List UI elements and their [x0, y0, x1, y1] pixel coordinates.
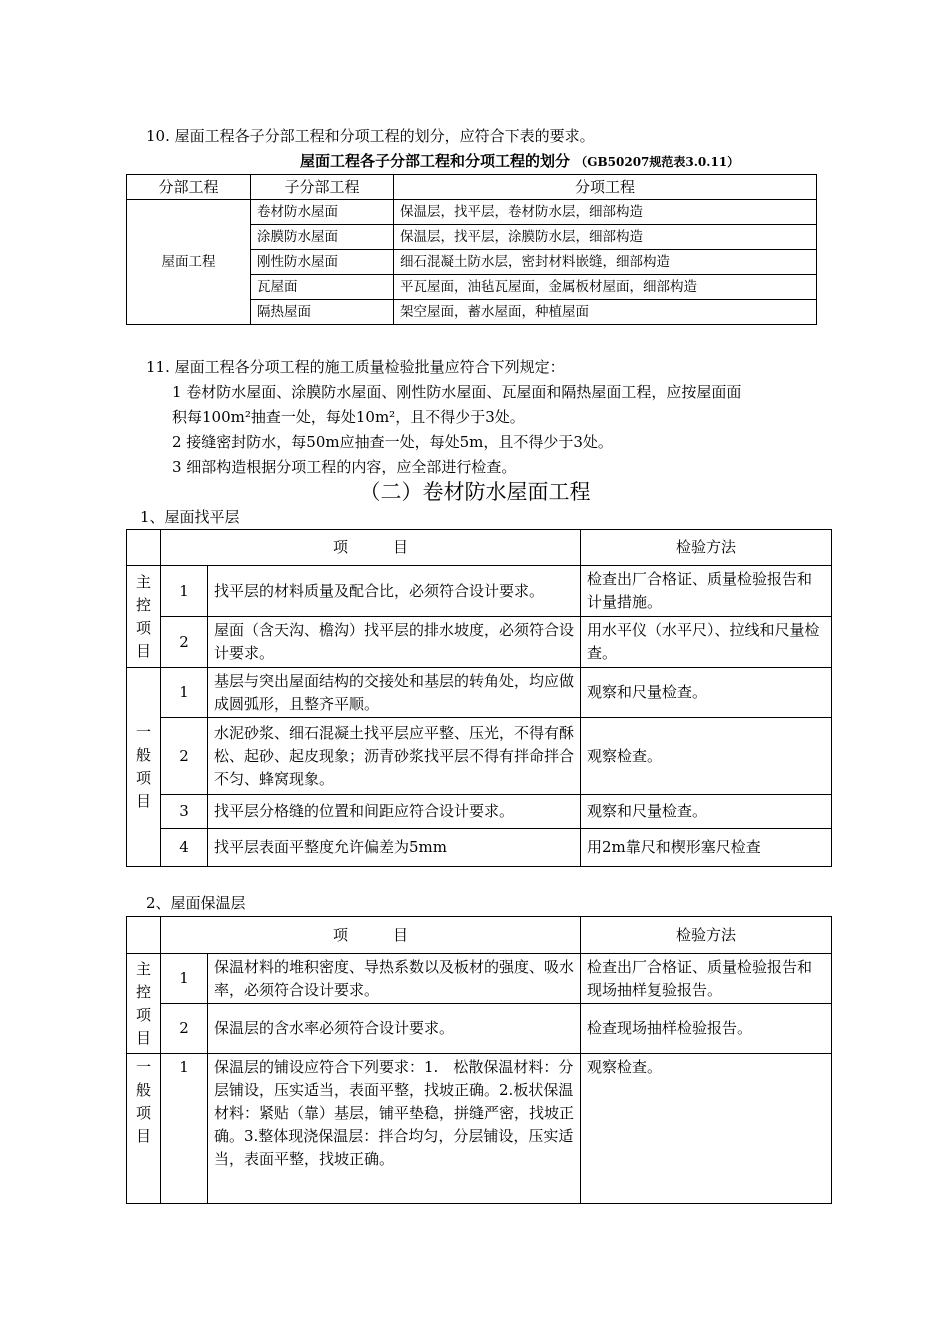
method-cell: 用水平仪（水平尺）、拉线和尺量检查。 [581, 617, 832, 668]
header-division: 分部工程 [127, 175, 251, 200]
items-cell: 保温层，找平层，卷材防水层，细部构造 [394, 200, 817, 225]
division-table [126, 174, 817, 325]
main-control-label: 主 控 项 目 [127, 954, 161, 1054]
item-cell: 保温材料的堆积密度、导热系数以及板材的强度、吸水率，必须符合设计要求。 [208, 954, 581, 1004]
item11-line2: 2 接缝密封防水，每50m应抽查一处，每处5m，且不得少于3处。 [172, 433, 613, 451]
row-number: 3 [161, 795, 208, 829]
item11-title: 11. 屋面工程各分项工程的施工质量检验批量应符合下列规定： [146, 358, 565, 376]
table-row [127, 795, 832, 829]
item10-text: 10. 屋面工程各子分部工程和分项工程的划分，应符合下表的要求。 [146, 127, 595, 145]
item-cell: 找平层的材料质量及配合比，必须符合设计要求。 [208, 566, 581, 617]
item-cell: 水泥砂浆、细石混凝土找平层应平整、压光，不得有酥松、起砂、起皮现象；沥青砂浆找平层不得有拌命拌合不匀、蜂窝现象。 [208, 718, 581, 795]
item-cell: 基层与突出屋面结构的交接处和基层的转角处，均应做成圆弧形，且整齐平顺。 [208, 668, 581, 718]
section-title: （二）卷材防水屋面工程 [359, 480, 591, 504]
header-method: 检验方法 [581, 530, 832, 566]
row-number: 1 [161, 566, 208, 617]
subdivision-cell: 瓦屋面 [251, 275, 394, 300]
row-number: 2 [161, 718, 208, 795]
method-cell: 观察检查。 [581, 718, 832, 795]
header-blank [127, 530, 161, 566]
header-item: 项 目 [161, 530, 581, 566]
table-header-row [127, 175, 817, 200]
item-cell: 屋面（含天沟、檐沟）找平层的排水坡度，必须符合设计要求。 [208, 617, 581, 668]
header-method: 检验方法 [581, 917, 832, 954]
item11-line1b: 积每100m²抽查一处，每处10m²，且不得少于3处。 [172, 408, 525, 426]
method-cell: 检查出厂合格证、质量检验报告和现场抽样复验报告。 [581, 954, 832, 1004]
table-row [127, 829, 832, 867]
subdivision-cell: 卷材防水屋面 [251, 200, 394, 225]
subdivision-cell: 涂膜防水屋面 [251, 225, 394, 250]
method-cell: 观察检查。 [581, 1054, 832, 1204]
items-cell: 平瓦屋面，油毡瓦屋面，金属板材屋面，细部构造 [394, 275, 817, 300]
row-number: 2 [161, 617, 208, 668]
table-header-row [127, 530, 832, 566]
table-row [127, 200, 817, 225]
row-number: 1 [161, 954, 208, 1004]
table-row [127, 954, 832, 1004]
table-row [127, 617, 832, 668]
general-label: 一 般 项 目 [127, 668, 161, 867]
table-row [127, 1004, 832, 1054]
row-number: 1 [161, 668, 208, 718]
division-cell: 屋面工程 [127, 200, 251, 325]
subdivision-cell: 刚性防水屋面 [251, 250, 394, 275]
method-cell: 用2m靠尺和楔形塞尺检查 [581, 829, 832, 867]
table-header-row [127, 917, 832, 954]
method-cell: 检查出厂合格证、质量检验报告和计量措施。 [581, 566, 832, 617]
main-control-label: 主 控 项 目 [127, 566, 161, 668]
subdivision-cell: 隔热屋面 [251, 300, 394, 325]
item-cell: 保温层的铺设应符合下列要求：1. 松散保温材料：分层铺设，压实适当，表面平整，找坡正确。2.板状保温材料：紧贴（靠）基层，铺平垫稳，拼缝严密，找坡正确。3.整体现浇保温层：拌合均匀，分层铺设，压实适当，表面平整，找坡正确。 [208, 1054, 581, 1204]
item11-line3: 3 细部构造根据分项工程的内容，应全部进行检查。 [172, 458, 517, 476]
item-cell: 找平层表面平整度允许偏差为5mm [208, 829, 581, 867]
item11-line1a: 1 卷材防水屋面、涂膜防水屋面、刚性防水屋面、瓦屋面和隔热屋面工程，应按屋面面 [172, 383, 742, 401]
insulation-layer-table [126, 916, 832, 1204]
method-cell: 观察和尺量检查。 [581, 795, 832, 829]
sub2-title: 2、屋面保温层 [146, 894, 246, 912]
table-caption-title: 屋面工程各子分部工程和分项工程的划分 [300, 152, 571, 170]
header-item: 项 目 [161, 917, 581, 954]
items-cell: 保温层，找平层，涂膜防水层，细部构造 [394, 225, 817, 250]
items-cell: 细石混凝土防水层，密封材料嵌缝，细部构造 [394, 250, 817, 275]
header-blank [127, 917, 161, 954]
items-cell: 架空屋面，蓄水屋面，种植屋面 [394, 300, 817, 325]
item-cell: 保温层的含水率必须符合设计要求。 [208, 1004, 581, 1054]
item-cell: 找平层分格缝的位置和间距应符合设计要求。 [208, 795, 581, 829]
table-row [127, 566, 832, 617]
table-row [127, 718, 832, 795]
sub1-title: 1、屋面找平层 [140, 508, 240, 526]
table-caption-code: （GB50207规范表3.0.11） [575, 155, 740, 169]
table-row [127, 1054, 832, 1204]
table-row [127, 668, 832, 718]
general-label: 一 般 项 目 [127, 1054, 161, 1204]
leveling-layer-table [126, 529, 832, 867]
header-subdivision: 子分部工程 [251, 175, 394, 200]
row-number: 4 [161, 829, 208, 867]
method-cell: 检查现场抽样检验报告。 [581, 1004, 832, 1054]
row-number: 2 [161, 1004, 208, 1054]
header-items: 分项工程 [394, 175, 817, 200]
method-cell: 观察和尺量检查。 [581, 668, 832, 718]
row-number: 1 [161, 1054, 208, 1204]
table-caption [300, 151, 739, 172]
